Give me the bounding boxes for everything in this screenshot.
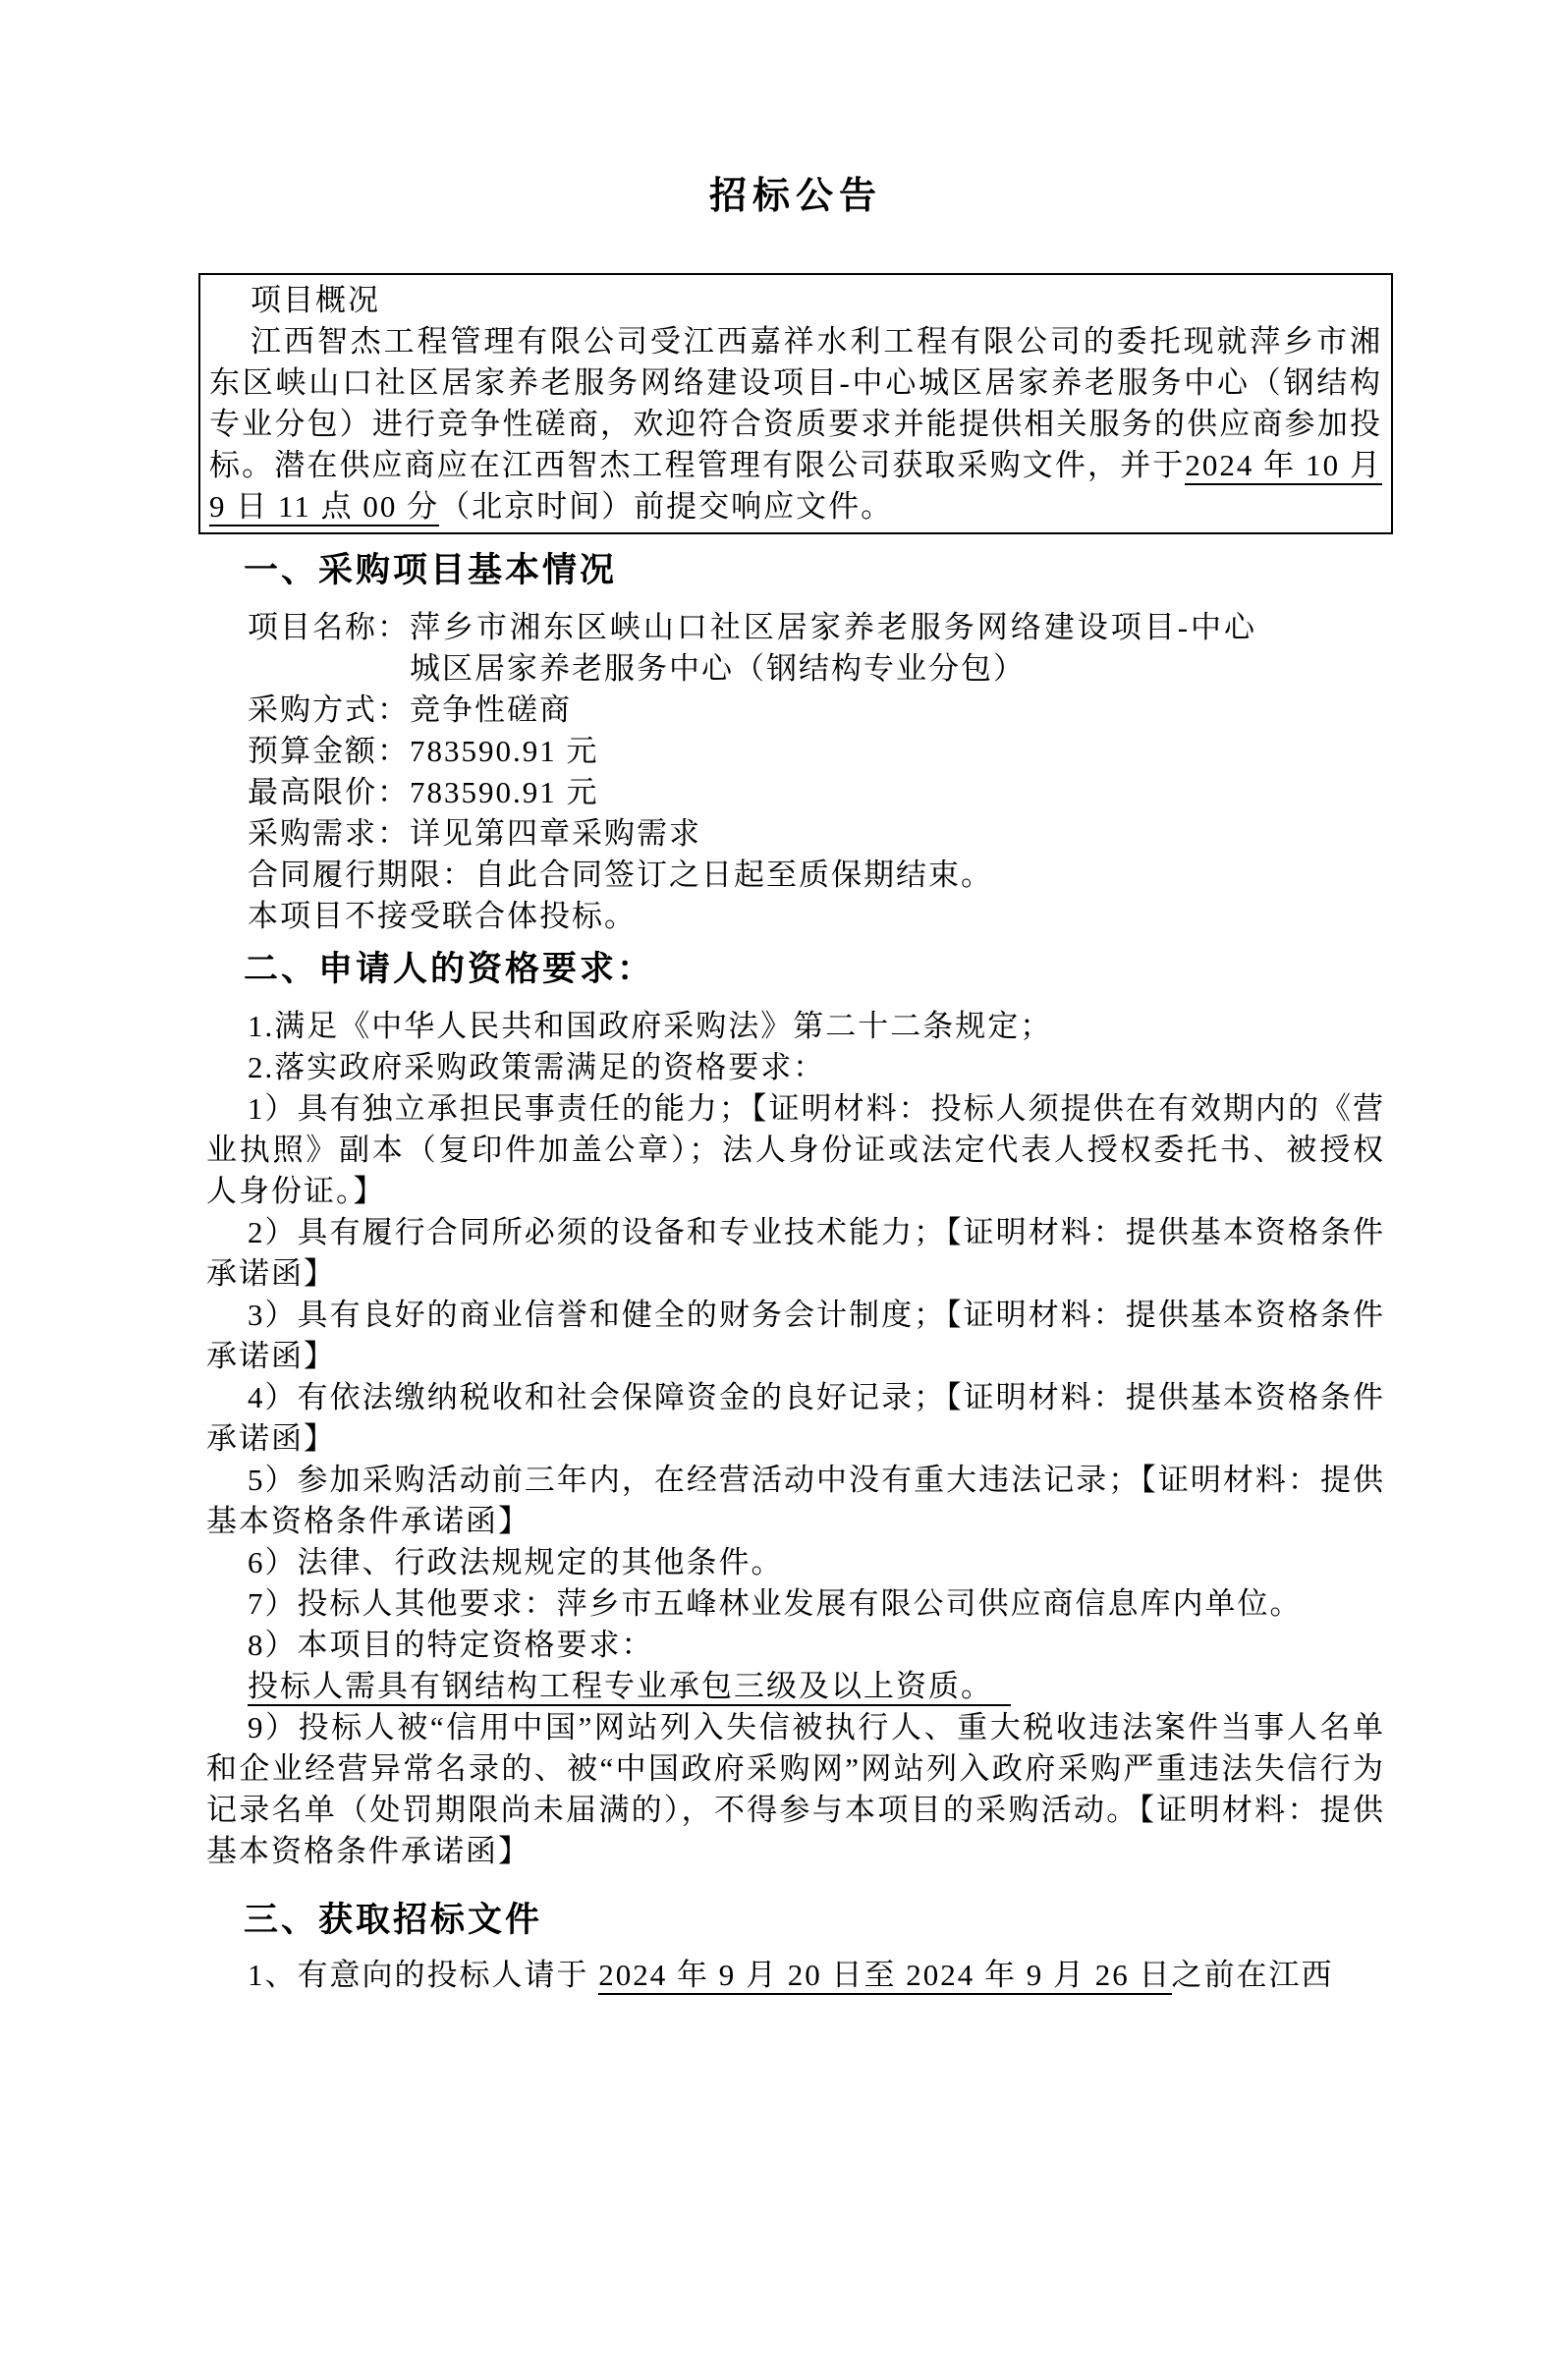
project-overview-box	[198, 273, 1393, 534]
document-title: 招标公告	[708, 176, 882, 217]
project-name-row	[248, 607, 1385, 690]
field-contract-period	[206, 855, 1385, 896]
field-budget-amount	[206, 731, 1385, 772]
section1-heading: 一、采购项目基本情况	[244, 551, 618, 589]
special-qualification-underlined: 投标人需具有钢结构工程专业承包三级及以上资质。	[248, 1669, 1011, 1706]
section3-heading: 三、获取招标文件	[244, 1901, 543, 1939]
requirement-sub-item: 4）有依法缴纳税收和社会保障资金的良好记录；【证明材料：提供基本资格条件承诺函】	[206, 1380, 1385, 1456]
requirement-item-9: 9）投标人被“信用中国”网站列入失信被执行人、重大税收违法案件当事人名单和企业经营异常名录的、被“中国政府采购网”网站列入政府采购严重违法失信行为记录名单（处罚期限尚未届满的），不得参与本项目的采购活动。【证明材料：提供基本资格条件承诺函】	[206, 1710, 1385, 1868]
document-page	[206, 175, 1385, 1996]
requirement-sub-item: 3）具有良好的商业信誉和健全的财务会计制度；【证明材料：提供基本资格条件承诺函】	[206, 1298, 1385, 1373]
obtain-documents-line	[206, 1955, 1385, 1996]
requirement-sub-item: 7）投标人其他要求：萍乡市五峰林业发展有限公司供应商信息库内单位。	[248, 1586, 1303, 1621]
field-label: 采购需求：	[248, 816, 410, 851]
field-label: 预算金额：	[248, 734, 410, 768]
overview-heading: 项目概况	[251, 283, 380, 317]
field-procurement-demand	[206, 813, 1385, 855]
field-value: 自此合同签订之日起至质保期结束。	[474, 858, 993, 892]
field-value: 783590.91 元	[410, 775, 599, 809]
field-label: 合同履行期限：	[248, 858, 474, 892]
field-max-price	[206, 772, 1385, 813]
requirement-sub-item: 2）具有履行合同所必须的设备和专业技术能力；【证明材料：提供基本资格条件承诺函】	[206, 1215, 1385, 1291]
field-value: 竞争性磋商	[410, 692, 572, 727]
overview-deadline-underlined: 2024 年 10 月 9 日 11 点 00 分	[209, 448, 1382, 526]
project-name-label: 项目名称：	[248, 610, 410, 644]
requirement-item-1: 1.满足《中华人民共和国政府采购法》第二十二条规定；	[248, 1009, 1053, 1043]
project-name-value: 萍乡市湘东区峡山口社区居家养老服务网络建设项目-中心城区居家养老服务中心（钢结构专业分包）	[410, 610, 1256, 686]
special-qualification-line	[206, 1666, 1385, 1707]
obtain-text-after: 之前在江西	[1171, 1958, 1334, 1992]
obtain-text-before: 1、有意向的投标人请于	[248, 1958, 599, 1992]
obtain-date-range-underlined: 2024 年 9 月 20 日至 2024 年 9 月 26 日	[598, 1958, 1171, 1995]
requirement-item-2: 2.落实政府采购政策需满足的资格要求：	[248, 1050, 826, 1084]
requirement-sub-item: 8）本项目的特定资格要求：	[248, 1628, 654, 1662]
field-value: 783590.91 元	[410, 734, 599, 768]
section2-heading: 二、申请人的资格要求：	[244, 950, 655, 988]
requirement-sub-item: 5）参加采购活动前三年内，在经营活动中没有重大违法记录；【证明材料：提供基本资格条件承诺函】	[206, 1463, 1385, 1538]
requirement-sub-item: 6）法律、行政法规规定的其他条件。	[248, 1545, 784, 1579]
overview-paragraph	[209, 321, 1382, 527]
no-consortium-note: 本项目不接受联合体投标。	[248, 899, 637, 933]
field-value: 详见第四章采购需求	[410, 816, 701, 851]
field-label: 最高限价：	[248, 775, 410, 809]
field-label: 采购方式：	[248, 692, 410, 727]
overview-text-after: （北京时间）前提交响应文件。	[439, 489, 894, 524]
requirement-sub-item: 1）具有独立承担民事责任的能力；【证明材料：投标人须提供在有效期内的《营业执照》副本（复印件加盖公章）；法人身份证或法定代表人授权委托书、被授权人身份证。】	[206, 1091, 1385, 1208]
field-procurement-method	[206, 690, 1385, 731]
overview-text-before: 江西智杰工程管理有限公司受江西嘉祥水利工程有限公司的委托现就萍乡市湘东区峡山口社区居家养老服务网络建设项目-中心城区居家养老服务中心（钢结构专业分包）进行竞争性磋商，欢迎符合资质要求并能提供相关服务的供应商参加投标。潜在供应商应在江西智杰工程管理有限公司获取采购文件，并于	[209, 324, 1382, 482]
